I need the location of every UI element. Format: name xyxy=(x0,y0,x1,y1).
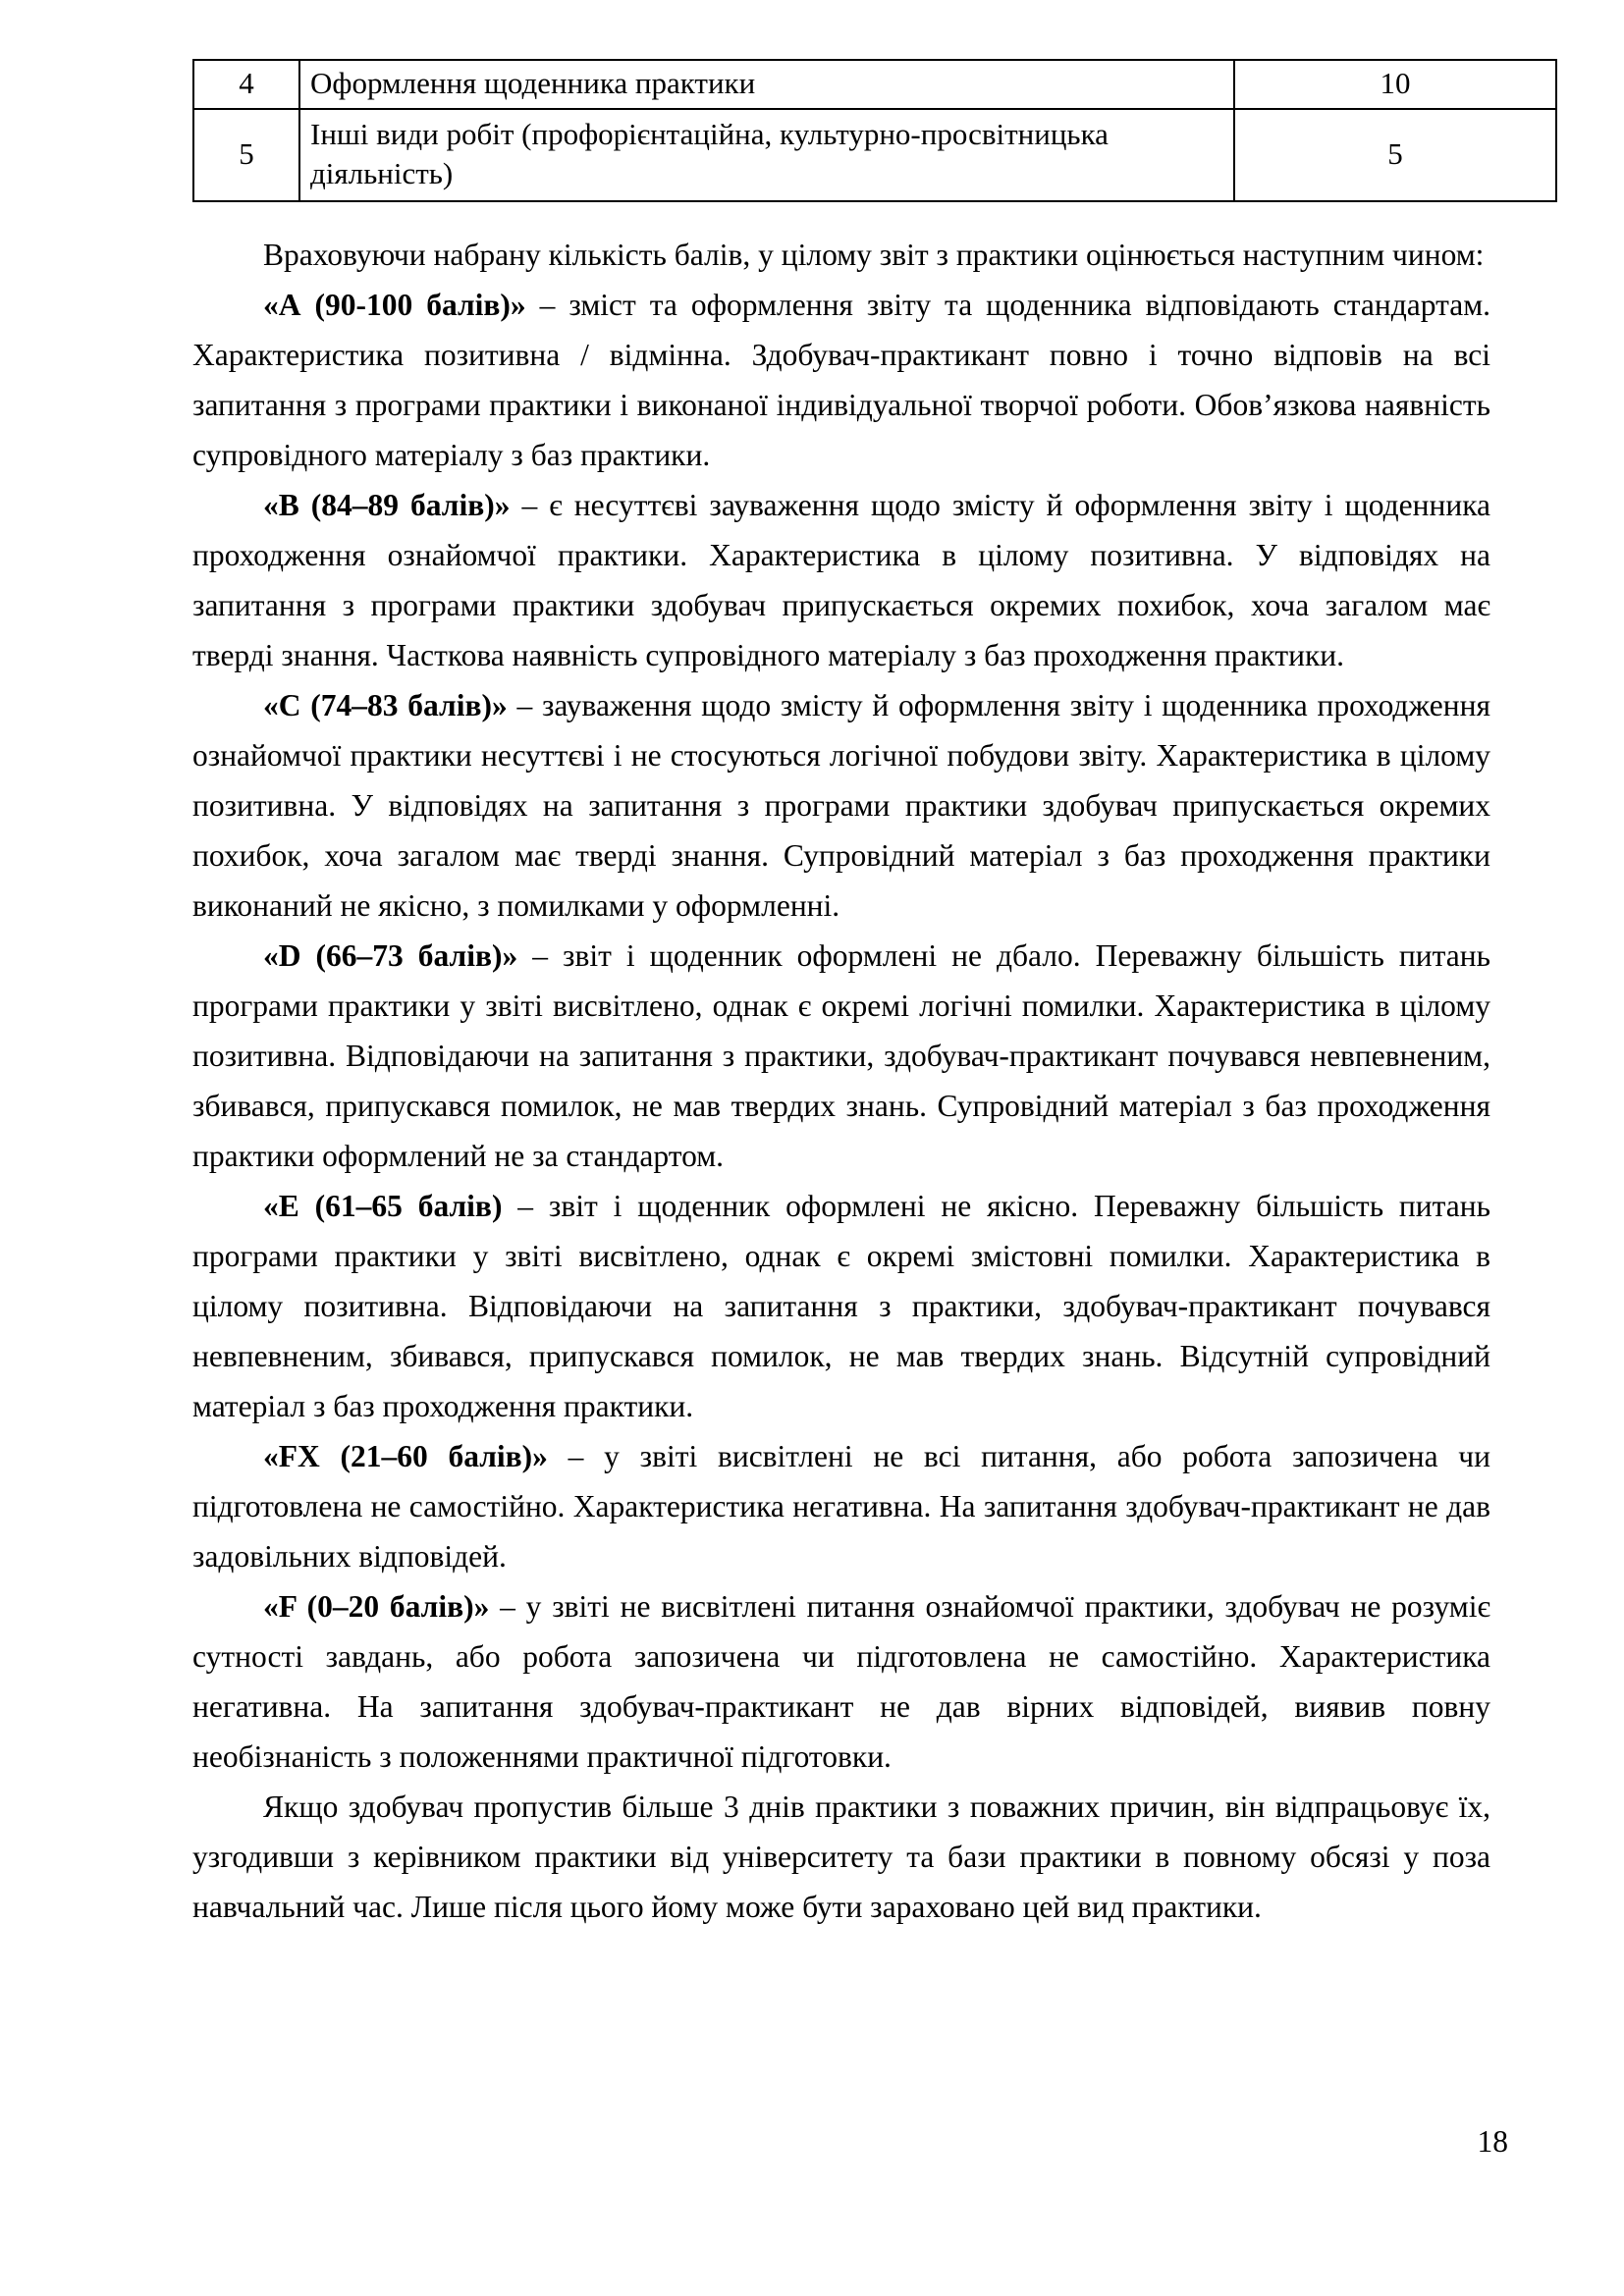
grade-label-d: «D (66–73 балів)» xyxy=(263,937,518,973)
paragraph-grade-f xyxy=(192,1581,1490,1782)
grade-text-c: – зауваження щодо змісту й оформлення звіту і щоденника проходження ознайомчої практики несуттєві і не стосуються логічної побудови звіту. Характеристика в цілому позитивна. У відповідях на запитання з програми практики здобувач припускається окремих похибок, хоча загалом має тверді знання. Супровідний матеріал з баз проходження практики виконаний не якісно, з помилками у оформленні. xyxy=(192,687,1490,923)
grade-text-d: – звіт і щоденник оформлені не дбало. Переважну більшість питань програми практики у звіті висвітлено, однак є окремі логічні помилки. Характеристика в цілому позитивна. Відповідаючи на запитання з практики, здобувач-практикант почувався невпевненим, збивався, припускався помилок, не мав твердих знань. Супровідний матеріал з баз проходження практики оформлений не за стандартом. xyxy=(192,937,1490,1173)
grade-text-b: – є несуттєві зауваження щодо змісту й оформлення звіту і щоденника проходження ознайомчої практики. Характеристика в цілому позитивна. У відповідях на запитання з програми практики здобувач припускається окремих похибок, хоча загалом має тверді знання. Часткова наявність супровідного матеріалу з баз проходження практики. xyxy=(192,487,1491,672)
table-cell-description: Оформлення щоденника практики xyxy=(299,60,1234,109)
paragraph-grade-d xyxy=(192,931,1490,1181)
table-cell-number: 4 xyxy=(193,60,299,109)
paragraph-grade-a xyxy=(192,280,1490,480)
table-row xyxy=(193,109,1556,201)
grade-label-c: «С (74–83 балів)» xyxy=(263,687,508,722)
page-number: 18 xyxy=(1477,2124,1508,2159)
table-cell-points: 5 xyxy=(1234,109,1556,201)
page-content xyxy=(192,59,1490,1932)
paragraph-grade-b xyxy=(192,480,1490,680)
paragraph-grade-c xyxy=(192,680,1490,931)
table-cell-number: 5 xyxy=(193,109,299,201)
table-body xyxy=(193,60,1556,201)
table-cell-description: Інші види робіт (профорієнтаційна, культурно-просвітницька діяльність) xyxy=(299,109,1234,201)
paragraph-closing: Якщо здобувач пропустив більше 3 днів практики з поважних причин, він відпрацьовує їх, узгодивши з керівником практики від університету та бази практики в повному обсязі у поза навчальний час. Лише після цього йому може бути зараховано цей вид практики. xyxy=(192,1789,1490,1924)
grade-text-e: – звіт і щоденник оформлені не якісно. Переважну більшість питань програми практики у звіті висвітлено, однак є окремі змістовні помилки. Характеристика в цілому позитивна. Відповідаючи на запитання з практики, здобувач-практикант почувався невпевненим, збивався, припускався помилок, не мав твердих знань. Відсутній супровідний матеріал з баз проходження практики. xyxy=(192,1188,1490,1423)
grade-text-a: – зміст та оформлення звіту та щоденника відповідають стандартам. Характеристика позитивна / відмінна. Здобувач-практикант повно і точно відповів на всі запитання з програми практики і виконаної індивідуальної творчої роботи. Обов’язкова наявність супровідного матеріалу з баз практики. xyxy=(192,287,1491,472)
grade-text-f: – у звіті не висвітлені питання ознайомчої практики, здобувач не розуміє сутності завдань, або робота запозичена чи підготовлена не самостійно. Характеристика негативна. На запитання здобувач-практикант не дав вірних відповідей, виявив повну необізнаність з положеннями практичної підготовки. xyxy=(192,1588,1490,1774)
grade-label-e: «Е (61–65 балів) xyxy=(263,1188,503,1223)
grade-label-b: «В (84–89 балів)» xyxy=(263,487,511,522)
grade-label-f: «F (0–20 балів)» xyxy=(263,1588,490,1624)
grade-text-fx: – у звіті висвітлені не всі питання, або робота запозичена чи підготовлена не самостійно. Характеристика негативна. На запитання здобувач-практикант не дав задовільних відповідей. xyxy=(192,1438,1490,1574)
grade-label-a: «А (90-100 балів)» xyxy=(263,287,526,322)
paragraph-grade-e xyxy=(192,1181,1490,1431)
grade-label-fx: «FX (21–60 балів)» xyxy=(263,1438,548,1473)
table-cell-points: 10 xyxy=(1234,60,1556,109)
scoring-table xyxy=(192,59,1557,202)
paragraph-intro: Враховуючи набрану кількість балів, у цілому звіт з практики оцінюється наступним чином: xyxy=(263,237,1485,272)
table-row xyxy=(193,60,1556,109)
paragraph-grade-fx xyxy=(192,1431,1490,1581)
